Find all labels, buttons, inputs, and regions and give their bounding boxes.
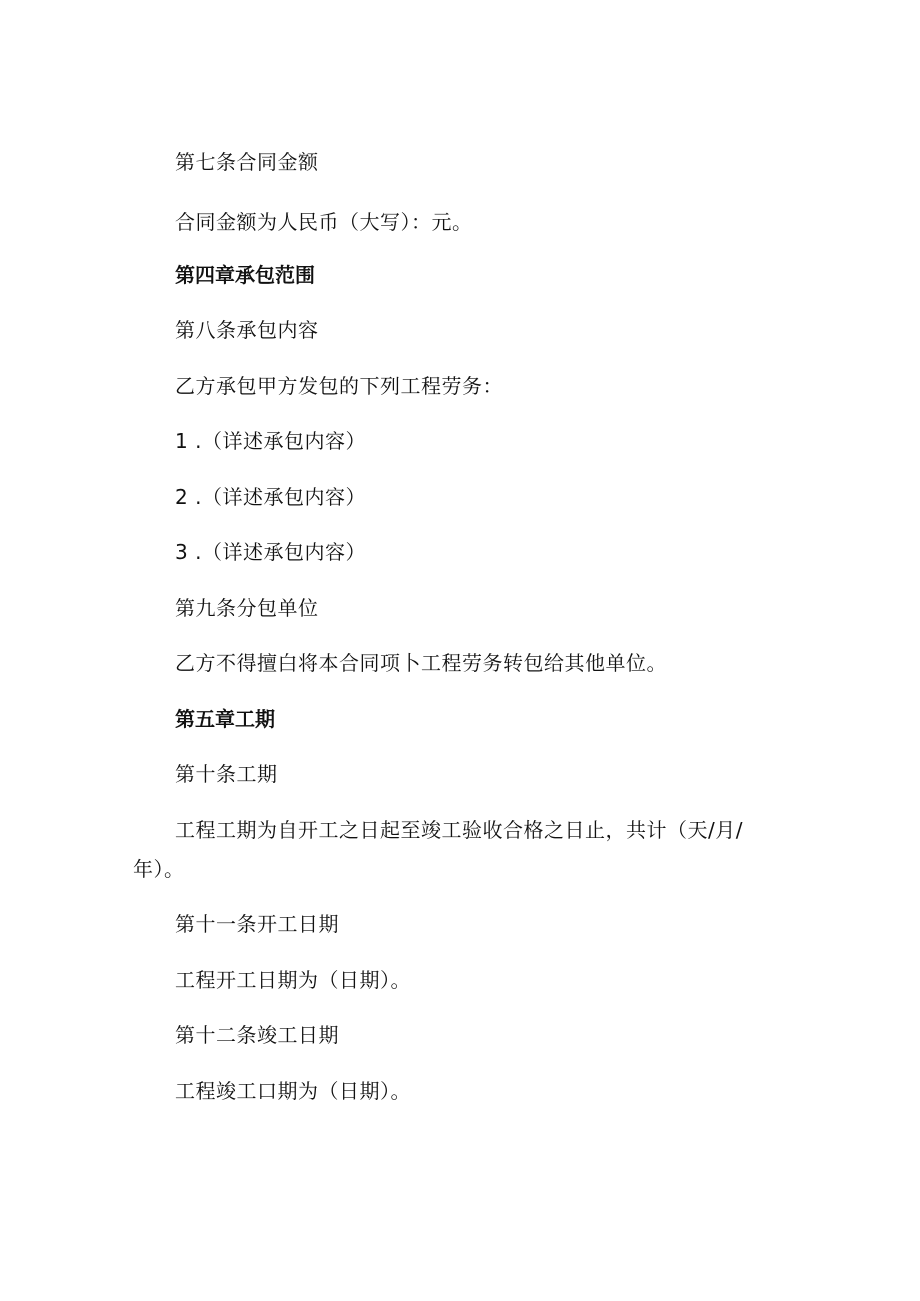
list-item-2: 2 .（详述承包内容）	[175, 485, 366, 509]
chapter-4-heading: 第四章承包范围	[175, 263, 315, 287]
article-7-text: 合同金额为人民币（大写）：元。	[175, 210, 473, 234]
article-8-text: 乙方承包甲方发包的下列工程劳务：	[175, 374, 503, 398]
article-9-text: 乙方不得擅白将本合同项卜工程劳务转包给其他单位。	[175, 651, 667, 675]
article-12-title: 第十二条竣工日期	[175, 1023, 339, 1047]
article-11-title: 第十一条开工日期	[175, 912, 339, 936]
article-7-title: 第七条合同金额	[175, 150, 319, 174]
article-10-text-line-2: 年）。	[133, 857, 185, 881]
article-8-title: 第八条承包内容	[175, 318, 319, 342]
list-item-3: 3 .（详述承包内容）	[175, 540, 366, 564]
article-9-title: 第九条分包单位	[175, 596, 319, 620]
article-10-title: 第十条工期	[175, 762, 278, 786]
article-12-text: 工程竣工口期为（日期）。	[175, 1079, 411, 1103]
article-11-text: 工程开工日期为（日期）。	[175, 968, 411, 992]
article-10-text-line-1: 工程工期为自开工之日起至竣工验收合格之日止，共计（天/月/	[175, 818, 743, 842]
chapter-5-heading: 第五章工期	[175, 707, 275, 731]
list-item-1: 1 .（详述承包内容）	[175, 429, 366, 453]
